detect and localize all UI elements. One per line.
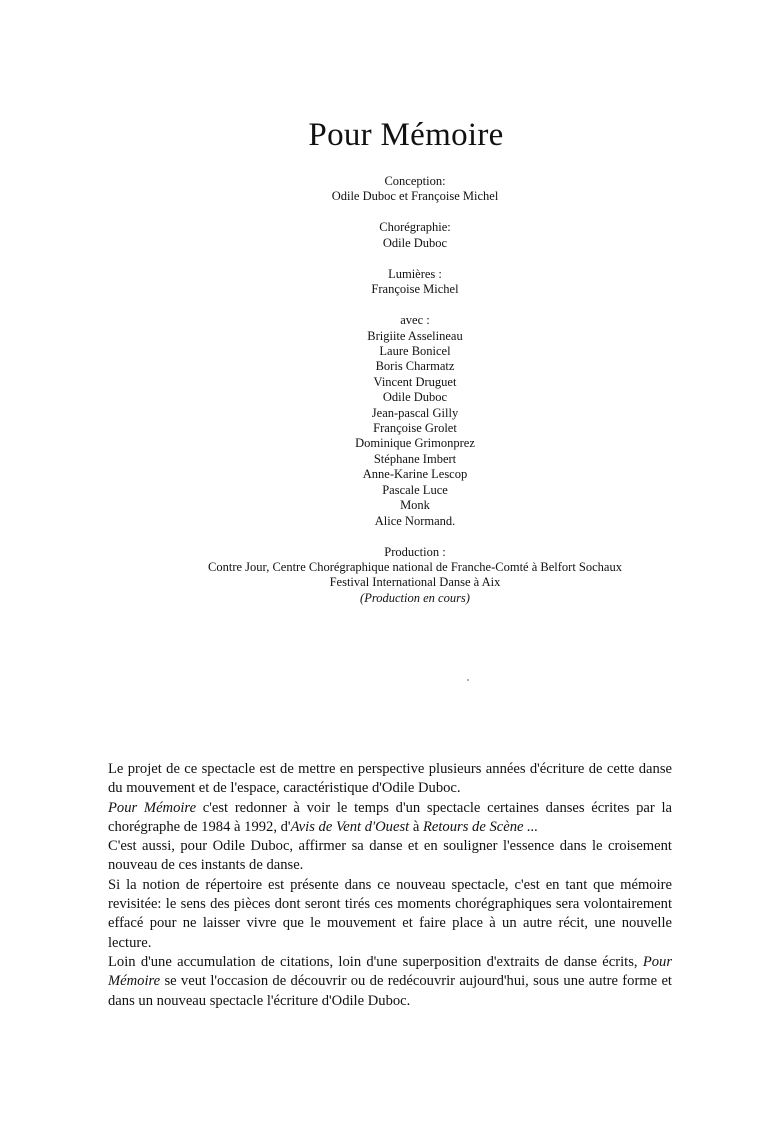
avec-label: avec : (400, 313, 430, 328)
cast-member: Boris Charmatz (375, 359, 455, 374)
cast-member: Vincent Druguet (373, 374, 457, 389)
cast-member: Anne-Karine Lescop (362, 467, 468, 482)
work-title: Pour Mémoire (108, 799, 197, 816)
production-group (0, 545, 780, 607)
page-title: Pour Mémoire (308, 117, 504, 153)
work-title: Retours de Scène ... (422, 818, 539, 835)
conception-value: Odile Duboc et Françoise Michel (331, 189, 499, 204)
choregraphie-label: Chorégraphie: (379, 220, 451, 235)
cast-member: Alice Normand. (374, 513, 456, 528)
paragraph-5-text-a: Loin d'une accumulation de citations, loin d'une superposition d'extraits de danse écrits, (108, 953, 643, 970)
paragraph-2-text-b: à (409, 818, 423, 835)
cast-member: Odile Duboc (382, 390, 448, 405)
body-text (108, 760, 672, 1011)
paragraph-2 (108, 799, 672, 838)
choregraphie-group (0, 220, 780, 251)
production-note: (Production en cours) (360, 590, 470, 605)
paragraph-1: Le projet de ce spectacle est de mettre en perspective plusieurs années d'écriture de cette danse du mouvement et de l'espace, caractéristique d'Odile Duboc. (108, 761, 672, 797)
paragraph-3: C'est aussi, pour Odile Duboc, affirmer sa danse et en souligner l'essence dans le croisement nouveau de ces instants de danse. (108, 838, 672, 874)
paragraph-5 (108, 953, 672, 1011)
cast-member: Dominique Grimonprez (355, 436, 475, 451)
credits-block (0, 174, 780, 622)
cast-member: Pascale Luce (382, 482, 448, 497)
cast-member: Jean-pascal Gilly (371, 405, 459, 420)
cast-member: Françoise Grolet (373, 421, 457, 436)
paragraph-4: Si la notion de répertoire est présente dans ce nouveau spectacle, c'est en tant que mémoire revisitée: le sens des pièces dont seront tirés ces moments chorégraphiques sera volontairement effacé pour ne laisser vivre que le mouvement et faire place à un autre récit, une nouvelle lecture. (108, 876, 672, 951)
cast-member: Monk (400, 498, 430, 513)
conception-group (0, 174, 780, 205)
cast-member: Brigiite Asselineau (367, 328, 463, 343)
production-label: Production : (384, 544, 446, 559)
work-title: Pour Mémoire (108, 953, 672, 990)
conception-label: Conception: (384, 174, 446, 188)
paragraph-2-text-a: c'est redonner à voir le temps d'un spectacle certaines danses écrites par la chorégraphe de 1984 à 1992, d' (108, 799, 672, 835)
lumieres-label: Lumières : (388, 266, 442, 281)
cast-member: Stéphane Imbert (373, 451, 457, 466)
production-line-2: Festival International Danse à Aix (329, 575, 501, 590)
production-line-1: Contre Jour, Centre Chorégraphique national de Franche-Comté à Belfort Sochaux (208, 559, 622, 574)
cast-member: Laure Bonicel (379, 344, 451, 359)
lumieres-value: Françoise Michel (371, 282, 459, 297)
cast-group (0, 313, 780, 529)
paragraph-5-text-b: se veut l'occasion de découvrir ou de redécouvrir aujourd'hui, sous une autre forme et dans un nouveau spectacle l'écriture d'Odile Duboc. (108, 973, 672, 1009)
paper-speck (467, 679, 469, 681)
lumieres-group (0, 267, 780, 298)
choregraphie-value: Odile Duboc (382, 235, 448, 250)
work-title: Avis de Vent d'Ouest (290, 818, 410, 835)
